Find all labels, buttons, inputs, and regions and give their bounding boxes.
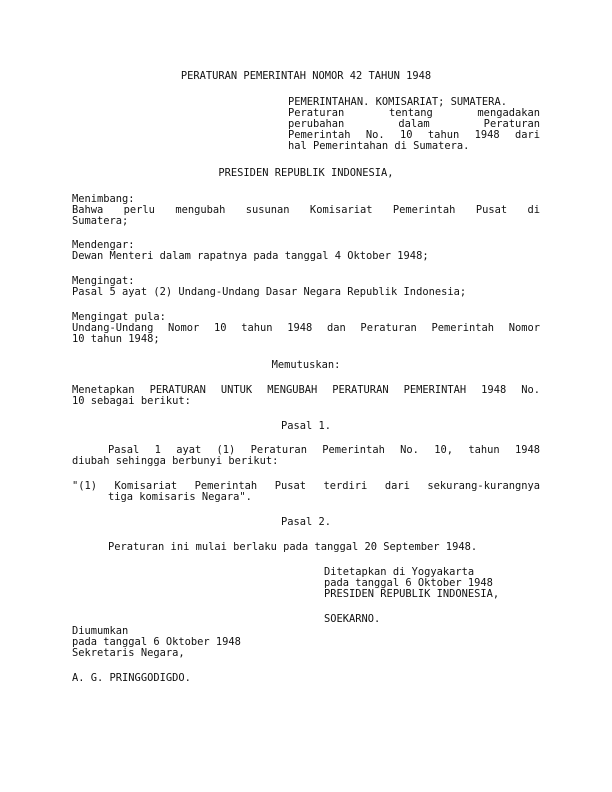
menimbang-line-2: Sumatera; bbox=[72, 215, 129, 227]
memutuskan-heading: Memutuskan: bbox=[271, 359, 341, 371]
mengingat-pula-line-2: 10 tahun 1948; bbox=[72, 333, 160, 345]
enactment-signer: SOEKARNO. bbox=[324, 613, 381, 625]
mengingat-pula-label: Mengingat pula: bbox=[72, 311, 166, 323]
promulgation-label: Diumumkan bbox=[72, 625, 129, 637]
pasal-1-line-2: diubah sehingga berbunyi berikut: bbox=[72, 455, 279, 467]
mendengar-label: Mendengar: bbox=[72, 239, 135, 251]
pasal-1-quote-line-1: "(1) Komisariat Pemerintah Pusat terdiri dari sekurang-kurangnya bbox=[72, 480, 540, 492]
promulgation-office: Sekretaris Negara, bbox=[72, 647, 185, 659]
president-heading: PRESIDEN REPUBLIK INDONESIA, bbox=[218, 167, 394, 179]
mengingat-line-1: Pasal 5 ayat (2) Undang-Undang Dasar Negara Republik Indonesia; bbox=[72, 286, 467, 298]
subject-line-1: PEMERINTAHAN. KOMISARIAT; SUMATERA. bbox=[288, 96, 507, 108]
subject-line-5: hal Pemerintahan di Sumatera. bbox=[288, 140, 470, 152]
pasal-1-quote-line-2: tiga komisaris Negara". bbox=[108, 491, 252, 503]
enactment-place: Ditetapkan di Yogyakarta bbox=[324, 566, 475, 578]
subject-line-3: perubahan dalam Peraturan bbox=[288, 118, 540, 130]
enactment-date: pada tanggal 6 Oktober 1948 bbox=[324, 577, 493, 589]
promulgation-signer: A. G. PRINGGODIGDO. bbox=[72, 672, 191, 684]
pasal-1-line-1: Pasal 1 ayat (1) Peraturan Pemerintah No. 10, tahun 1948 bbox=[108, 444, 540, 456]
menetapkan-line-2: 10 sebagai berikut: bbox=[72, 395, 191, 407]
enactment-office: PRESIDEN REPUBLIK INDONESIA, bbox=[324, 588, 500, 600]
subject-line-2: Peraturan tentang mengadakan bbox=[288, 107, 540, 119]
mengingat-label: Mengingat: bbox=[72, 275, 135, 287]
mendengar-line-1: Dewan Menteri dalam rapatnya pada tanggal 4 Oktober 1948; bbox=[72, 250, 429, 262]
menimbang-label: Menimbang: bbox=[72, 193, 135, 205]
subject-line-4: Pemerintah No. 10 tahun 1948 dari bbox=[288, 129, 540, 141]
pasal-2-heading: Pasal 2. bbox=[280, 516, 332, 528]
pasal-2-line-1: Peraturan ini mulai berlaku pada tanggal 20 September 1948. bbox=[108, 541, 478, 553]
page-title: PERATURAN PEMERINTAH NOMOR 42 TAHUN 1948 bbox=[180, 70, 432, 82]
pasal-1-heading: Pasal 1. bbox=[280, 420, 332, 432]
promulgation-date: pada tanggal 6 Oktober 1948 bbox=[72, 636, 241, 648]
menimbang-line-1: Bahwa perlu mengubah susunan Komisariat Pemerintah Pusat di bbox=[72, 204, 540, 216]
menetapkan-line-1: Menetapkan PERATURAN UNTUK MENGUBAH PERATURAN PEMERINTAH 1948 No. bbox=[72, 384, 540, 396]
mengingat-pula-line-1: Undang-Undang Nomor 10 tahun 1948 dan Peraturan Pemerintah Nomor bbox=[72, 322, 540, 334]
